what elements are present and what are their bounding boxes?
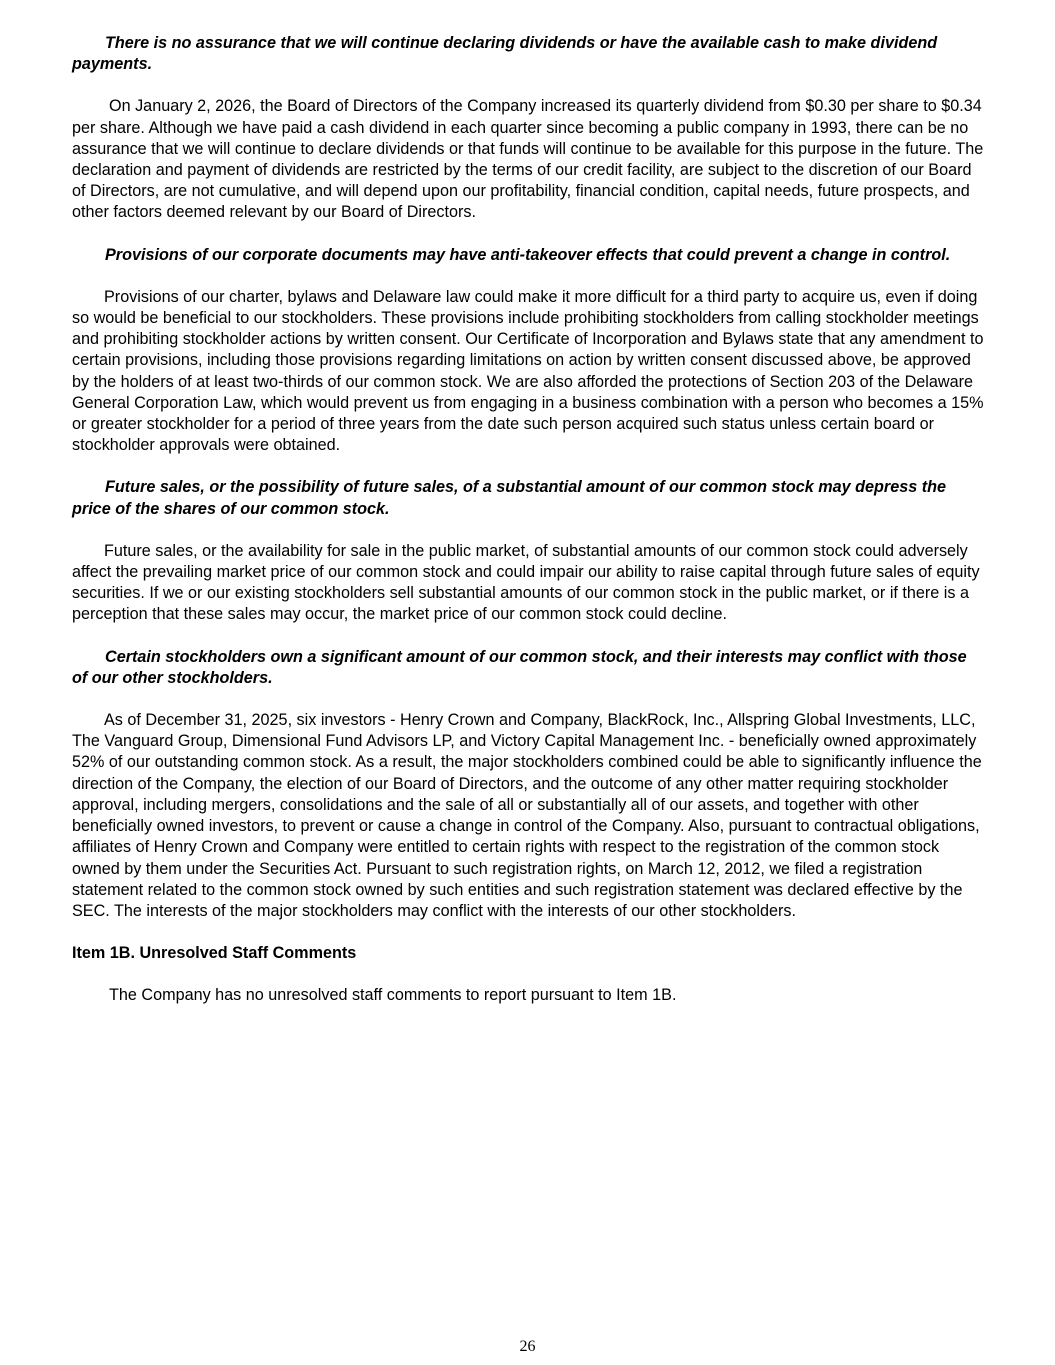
page-number: 26 [519, 1338, 536, 1355]
risk-factor-heading-anti-takeover: Provisions of our corporate documents may have anti-takeover effects that could prevent a change in control. [105, 245, 951, 264]
risk-factor-body-stockholders: As of December 31, 2025, six investors - Henry Crown and Company, BlackRock, Inc., Allspring Global Investments, LLC, The Vanguard Group, Dimensional Fund Advisors LP, and Victory Capital Management Inc. - beneficially owned approximately 52% of our outstanding common stock. As a result, the major stockholders combined could be able to significantly influence the direction of the Company, the election of our Board of Directors, and the outcome of any other matter requiring stockholder approval, including mergers, consolidations and the sale of all or substantially all of our assets, and together with other beneficially owned investors, to prevent or cause a change in control of the Company. Also, pursuant to contractual obligations, affiliates of Henry Crown and Company were entitled to certain rights with respect to the registration of the common stock owned by them under the Securities Act. Pursuant to such registration rights, on March 12, 2012, we filed a registration statement related to the common stock owned by such entities and such registration statement was declared effective by the SEC. The interests of the major stockholders may conflict with the interests of our other stockholders. [72, 711, 982, 920]
risk-factor-heading-stockholders: Certain stockholders own a significant amount of our common stock, and their interests may conflict with those of our other stockholders. [72, 647, 967, 687]
item-1b-body: The Company has no unresolved staff comments to report pursuant to Item 1B. [109, 986, 677, 1005]
risk-factor-body-future-sales: Future sales, or the availability for sale in the public market, of substantial amounts of our common stock could adversely affect the prevailing market price of our common stock and could impair our ability to raise capital through future sales of equity securities. If we or our existing stockholders sell substantial amounts of our common stock in the public market, or if there is a perception that these sales may occur, the market price of our common stock could decline. [72, 541, 980, 624]
risk-factor-body-anti-takeover: Provisions of our charter, bylaws and Delaware law could make it more difficult for a third party to acquire us, even if doing so would be beneficial to our stockholders. These provisions include prohibiting stockholders from calling stockholder meetings and prohibiting stockholder actions by written consent. Our Certificate of Incorporation and Bylaws state that any amendment to certain provisions, including those provisions regarding limitations on action by written consent discussed above, be approved by the holders of at least two-thirds of our common stock. We are also afforded the protections of Section 203 of the Delaware General Corporation Law, which would prevent us from engaging in a business combination with a person who becomes a 15% or greater stockholder for a period of three years from the date such person acquired such status unless certain board or stockholder approvals were obtained. [72, 287, 984, 455]
risk-factor-heading-future-sales: Future sales, or the possibility of future sales, of a substantial amount of our common stock may depress the price of the shares of our common stock. [72, 478, 947, 518]
document-page [72, 33, 984, 1028]
risk-factor-heading-dividends: There is no assurance that we will continue declaring dividends or have the available cash to make dividend payments. [72, 34, 938, 74]
item-1b-heading: Item 1B. Unresolved Staff Comments [72, 944, 357, 963]
risk-factor-body-dividends: On January 2, 2026, the Board of Directors of the Company increased its quarterly dividend from $0.30 per share to $0.34 per share. Although we have paid a cash dividend in each quarter since becoming a public company in 1993, there can be no assurance that we will continue to declare dividends or that funds will continue to be available for this purpose in the future. The declaration and payment of dividends are restricted by the terms of our credit facility, are subject to the discretion of our Board of Directors, are not cumulative, and will depend upon our profitability, financial condition, capital needs, future prospects, and other factors deemed relevant by our Board of Directors. [72, 97, 984, 222]
